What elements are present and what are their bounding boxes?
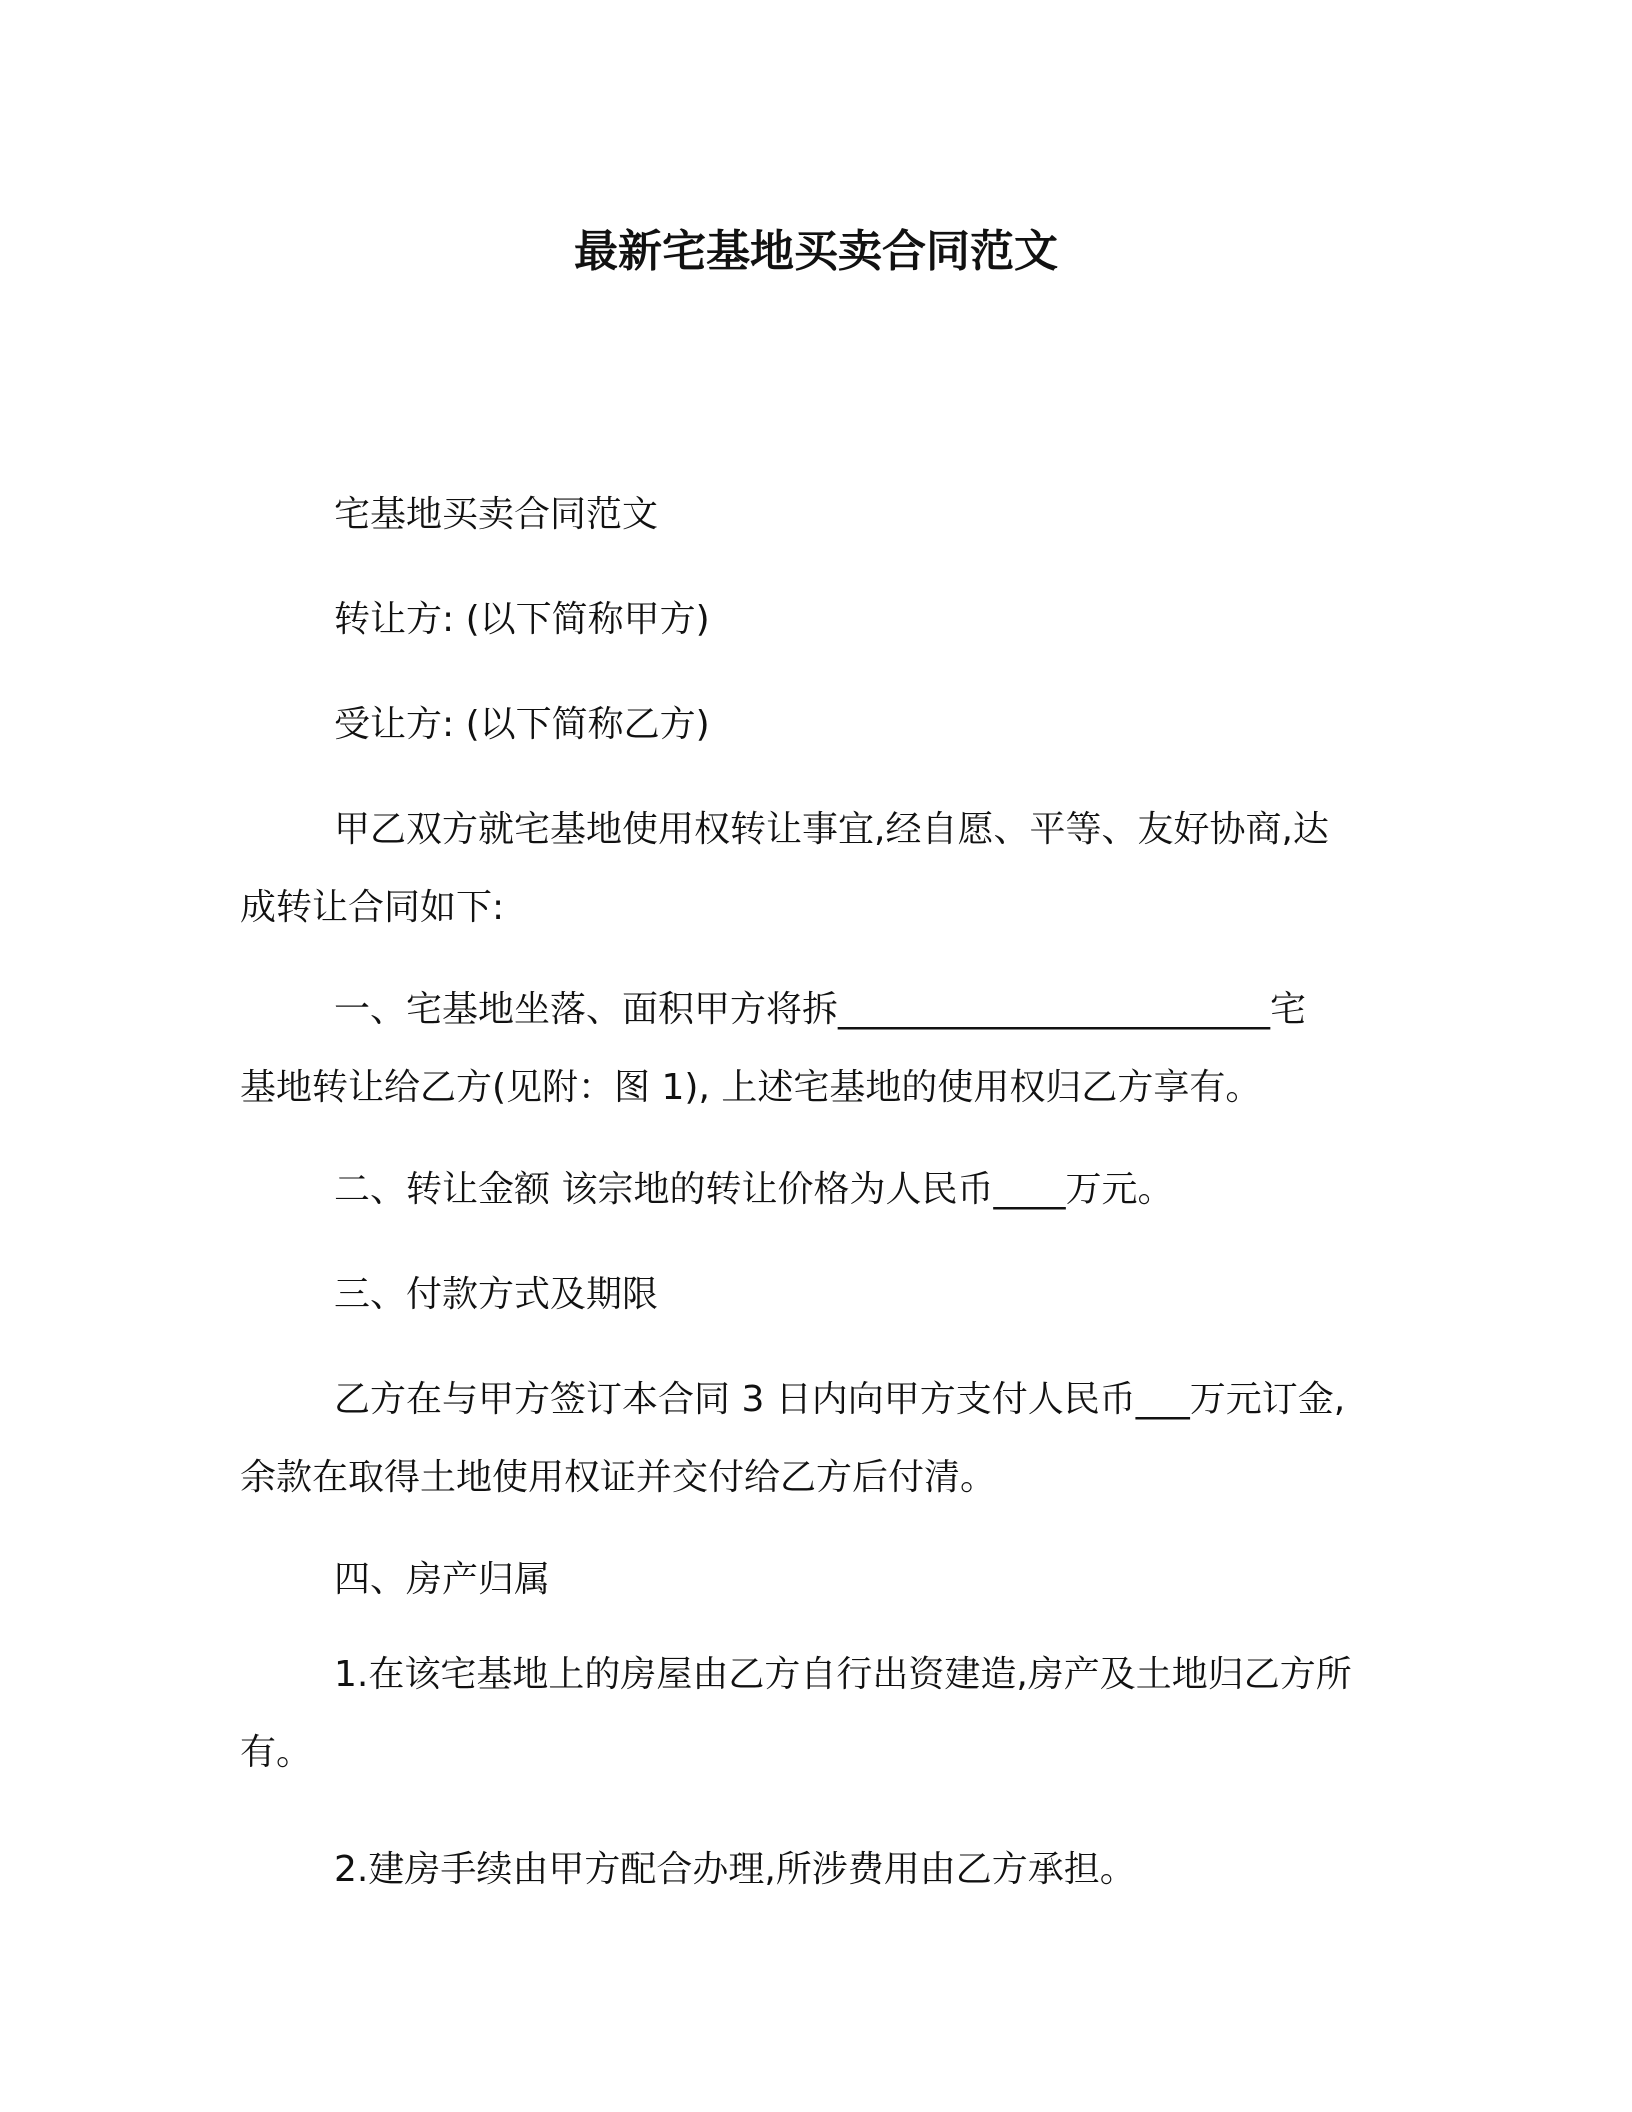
paragraph-line: 二、转让金额 该宗地的转让价格为人民币____万元。 (334, 1169, 1174, 1210)
paragraph (240, 1270, 1390, 1320)
paragraph (240, 805, 1390, 933)
paragraph (240, 1845, 1390, 1895)
paragraph-line: 余款在取得土地使用权证并交付给乙方后付清。 (240, 1457, 997, 1498)
paragraph (240, 1165, 1390, 1215)
paragraph-line: 2.建房手续由甲方配合办理,所涉费用由乙方承担。 (334, 1849, 1136, 1890)
paragraph (240, 490, 1390, 540)
paragraph-line: 甲乙双方就宅基地使用权转让事宜,经自愿、平等、友好协商,达 (334, 809, 1329, 850)
paragraph-line: 转让方: (以下简称甲方) (334, 599, 710, 640)
paragraph-line: 宅基地买卖合同范文 (334, 494, 659, 535)
paragraph (240, 1555, 1390, 1605)
paragraph-line: 一、宅基地坐落、面积甲方将拆________________________宅 (334, 989, 1307, 1030)
paragraph-line: 四、房产归属 (334, 1559, 551, 1600)
document-title: 最新宅基地买卖合同范文 (574, 226, 1058, 277)
paragraph (240, 700, 1390, 750)
paragraph-line: 基地转让给乙方(见附：图 1), 上述宅基地的使用权归乙方享有。 (240, 1067, 1262, 1108)
paragraph-line: 有。 (240, 1732, 313, 1773)
paragraph-line: 成转让合同如下: (240, 887, 505, 928)
paragraph-line: 受让方: (以下简称乙方) (334, 704, 710, 745)
paragraph (240, 1650, 1390, 1778)
paragraph-line: 乙方在与甲方签订本合同 3 日内向甲方支付人民币___万元订金, (334, 1379, 1346, 1420)
paragraph (240, 1375, 1390, 1503)
paragraph-line: 1.在该宅基地上的房屋由乙方自行出资建造,房产及土地归乙方所 (334, 1654, 1352, 1695)
paragraph (240, 985, 1390, 1113)
paragraph (240, 595, 1390, 645)
paragraph-line: 三、付款方式及期限 (334, 1274, 659, 1315)
